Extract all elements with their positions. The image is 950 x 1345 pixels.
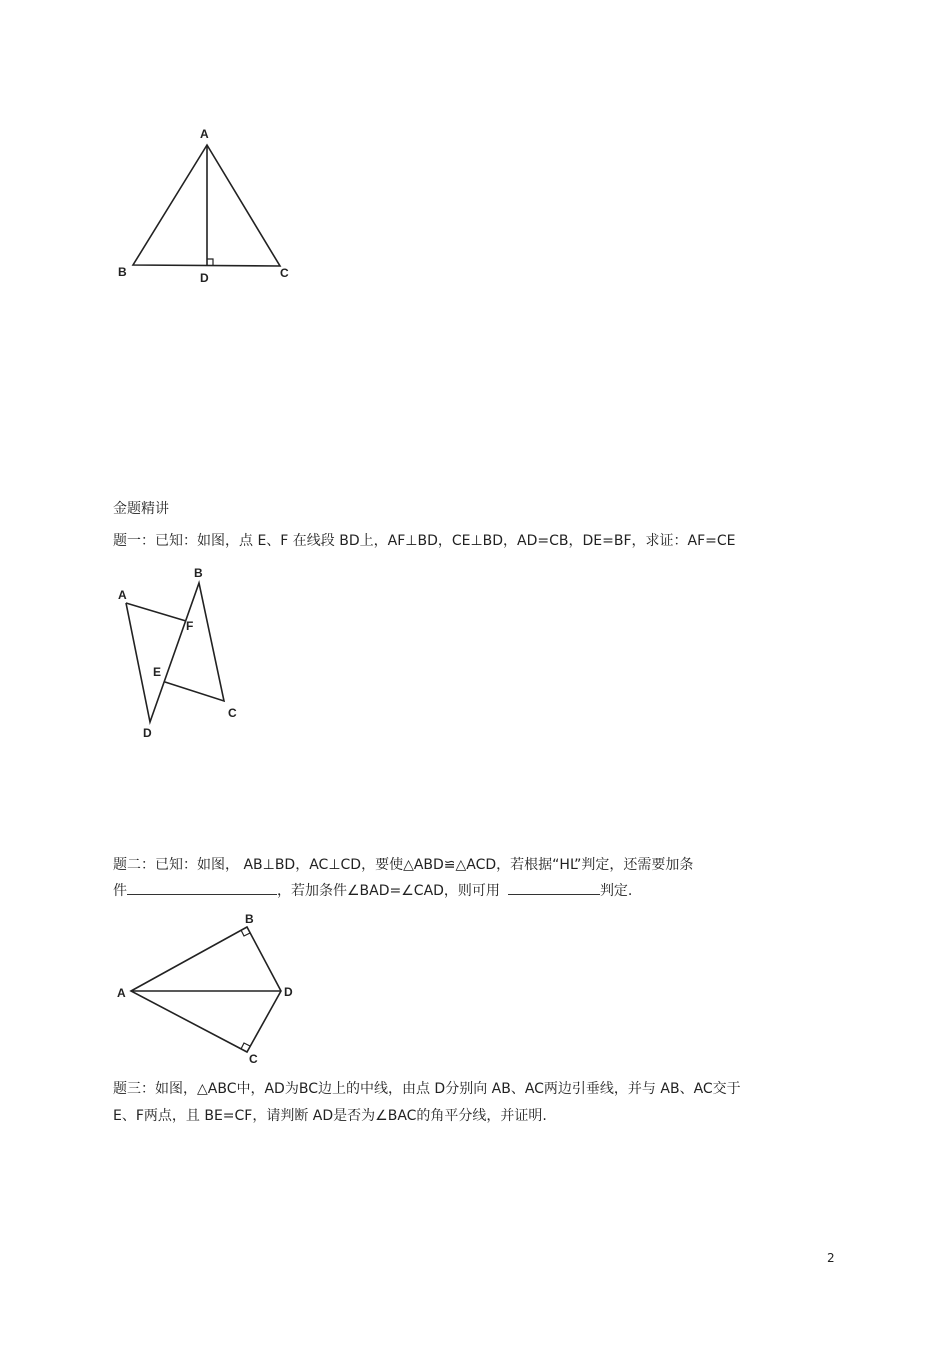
answer-blank-1[interactable] xyxy=(127,880,277,895)
label-A: A xyxy=(118,588,127,602)
label-C: C xyxy=(249,1052,258,1066)
label-C: C xyxy=(280,266,289,280)
label-F: F xyxy=(186,619,194,633)
label-C: C xyxy=(228,706,237,720)
problem2-line2 xyxy=(113,880,632,901)
triangle-altitude-figure xyxy=(110,120,310,290)
problem2-figure xyxy=(110,905,310,1070)
section-title: 金题精讲 xyxy=(113,501,169,517)
problem2-line2-suffix: 判定. xyxy=(599,883,633,899)
label-B: B xyxy=(118,265,127,279)
label-D: D xyxy=(200,271,209,285)
problem2-line1: 题二：已知：如图， AB⊥BD，AC⊥CD，要使△ABD≌△ACD，若根据“HL”判定，还需要加条 xyxy=(113,857,694,873)
label-A: A xyxy=(200,127,209,141)
label-D: D xyxy=(284,985,293,999)
label-A: A xyxy=(117,986,126,1000)
problem2-line2-prefix: 件 xyxy=(113,883,127,899)
label-D: D xyxy=(143,726,152,740)
problem1-figure xyxy=(110,560,250,745)
problem3-line2: E、F两点，且 BE=CF，请判断 AD是否为∠BAC的角平分线，并证明. xyxy=(113,1108,547,1124)
label-B: B xyxy=(245,912,254,926)
problem3-line1: 题三：如图，△ABC中，AD为BC边上的中线，由点 D分别向 AB、AC两边引垂线，并与 AB、AC交于 xyxy=(113,1081,741,1097)
label-B: B xyxy=(194,566,203,580)
label-E: E xyxy=(153,665,162,679)
problem1-text: 题一：已知：如图，点 E、F 在线段 BD上，AF⊥BD，CE⊥BD，AD=CB，DE=BF，求证：AF=CE xyxy=(113,533,736,549)
problem2-line2-middle: ，若加条件∠BAD=∠CAD，则可用 xyxy=(277,883,500,899)
page-number: 2 xyxy=(827,1251,835,1265)
answer-blank-2[interactable] xyxy=(508,880,600,895)
